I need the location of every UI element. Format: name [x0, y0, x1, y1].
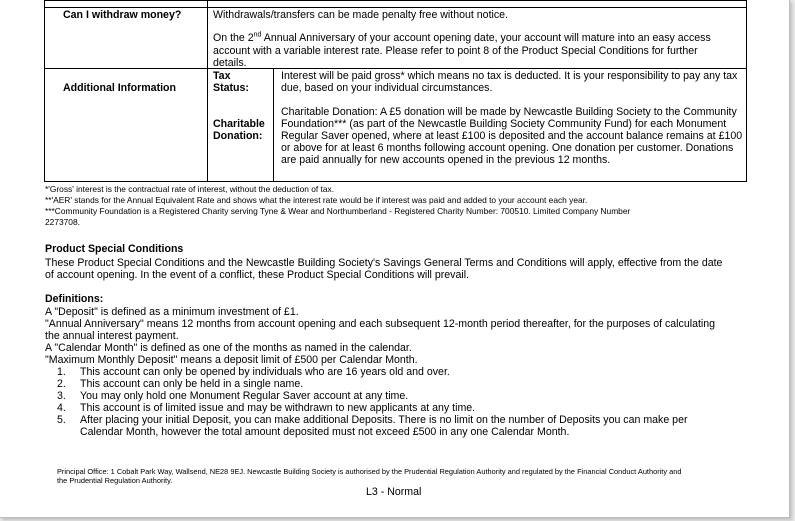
table-row1-top-rule	[44, 7, 747, 8]
table-row-divider	[44, 68, 747, 69]
table-right-border	[746, 0, 747, 182]
list-item: This account can only be held in a single name.	[80, 378, 304, 390]
tax-label-line2: Status:	[213, 82, 249, 94]
footnote-gross: *'Gross' interest is the contractual rate of interest, without the deduction of tax.	[45, 184, 335, 194]
row-label-withdraw: Can I withdraw money?	[63, 9, 182, 21]
charitable-text-line5: are paid annually for new accounts opened in the previous 12 months.	[281, 154, 611, 166]
list-item: This account can only be opened by individuals who are 16 years old and over.	[80, 366, 450, 378]
footer-principal-office-line1: Principal Office: 1 Cobalt Park Way, Wallsend, NE28 9EJ. Newcastle Building Society is authorised by the Prudential Regulation Authority and regulated by the Financial Conduct Authority and	[57, 467, 682, 476]
charitable-text-line2: Foundation*** (as part of the Newcastle Building Society Community Fund) for each Monument	[281, 118, 727, 130]
row-label-additional-info: Additional Information	[63, 82, 176, 94]
table-top-rule	[44, 0, 747, 1]
tax-text-line1: Interest will be paid gross* which means no tax is deducted. It is your responsibility to pay any tax	[281, 70, 738, 82]
definitions-heading: Definitions:	[45, 293, 104, 305]
product-conditions-heading: Product Special Conditions	[45, 243, 184, 255]
definition-deposit: A "Deposit" is defined as a minimum investment of £1.	[45, 306, 299, 318]
list-item-continuation: Calendar Month, however the total amount deposited must not exceed £500 in any one Calendar Month.	[80, 426, 570, 438]
charitable-label-line2: Donation:	[213, 130, 263, 142]
definition-anniversary-line2: the annual interest payment.	[45, 330, 179, 342]
withdraw-para2-line1: On the 2nd Annual Anniversary of your account opening date, your account will mature into an easy access	[213, 31, 711, 44]
definition-anniversary-line1: "Annual Anniversary" means 12 months from account opening and each subsequent 12-month period thereafter, for the purposes of calculating	[45, 318, 716, 330]
charitable-text-line3: Regular Saver opened, where at least £100 is deposited and the account balance remains at £100	[281, 130, 743, 142]
table-bottom-rule	[44, 181, 747, 182]
footer-principal-office-line2: the Prudential Regulation Authority.	[57, 476, 173, 485]
footnote-community-line2: 2273708.	[45, 217, 80, 227]
table-left-border	[44, 0, 45, 182]
list-number: 5.	[57, 414, 66, 426]
list-number: 2.	[57, 378, 66, 390]
footnote-community-line1: ***Community Foundation is a Registered Charity serving Tyne & Wear and Northumberland - Registered Charity Number: 700510. Limited Company Number	[45, 206, 631, 216]
withdraw-para2-line2: account with a variable interest rate. Please refer to point 8 of the Product Special Conditions for further	[213, 45, 698, 57]
list-item: After placing your initial Deposit, you can make additional Deposits. There is no limit on the number of Deposits you can make per	[80, 414, 688, 426]
product-conditions-line1: These Product Special Conditions and the Newcastle Building Society's Savings General Terms and Conditions will apply, effective from the date	[45, 257, 723, 269]
table-subcell-divider	[273, 68, 274, 182]
list-number: 4.	[57, 402, 66, 414]
tax-text-line2: due, based on your individual circumstances.	[281, 82, 493, 94]
product-conditions-line2: of account opening. In the event of a conflict, these Product Special Conditions will prevail.	[45, 269, 469, 281]
list-item: This account is of limited issue and may be withdrawn to new applicants at any time.	[80, 402, 476, 414]
tax-label-line1: Tax	[213, 70, 231, 82]
charitable-label-line1: Charitable	[213, 118, 265, 130]
definition-calendar-month: A "Calendar Month" is defined as one of the months as named in the calendar.	[45, 342, 412, 354]
classification-label: L3 - Normal	[366, 486, 422, 498]
footnote-aer: **'AER' stands for the Annual Equivalent Rate and shows what the interest rate would be if interest was paid and added to your account each year.	[45, 195, 588, 205]
list-item: You may only hold one Monument Regular Saver account at any time.	[80, 390, 409, 402]
withdraw-para1: Withdrawals/transfers can be made penalty free without notice.	[213, 9, 509, 21]
list-number: 3.	[57, 390, 66, 402]
withdraw-para2-line3: details.	[213, 57, 247, 69]
table-label-divider	[207, 0, 208, 182]
definition-max-deposit: "Maximum Monthly Deposit" means a deposit limit of £500 per Calendar Month.	[45, 354, 418, 366]
charitable-text-line4: or above for at least 6 months following account opening. One donation per customer. Donations	[281, 142, 734, 154]
charitable-text-line1: Charitable Donation: A £5 donation will be made by Newcastle Building Society to the Community	[281, 106, 737, 118]
list-number: 1.	[57, 366, 66, 378]
